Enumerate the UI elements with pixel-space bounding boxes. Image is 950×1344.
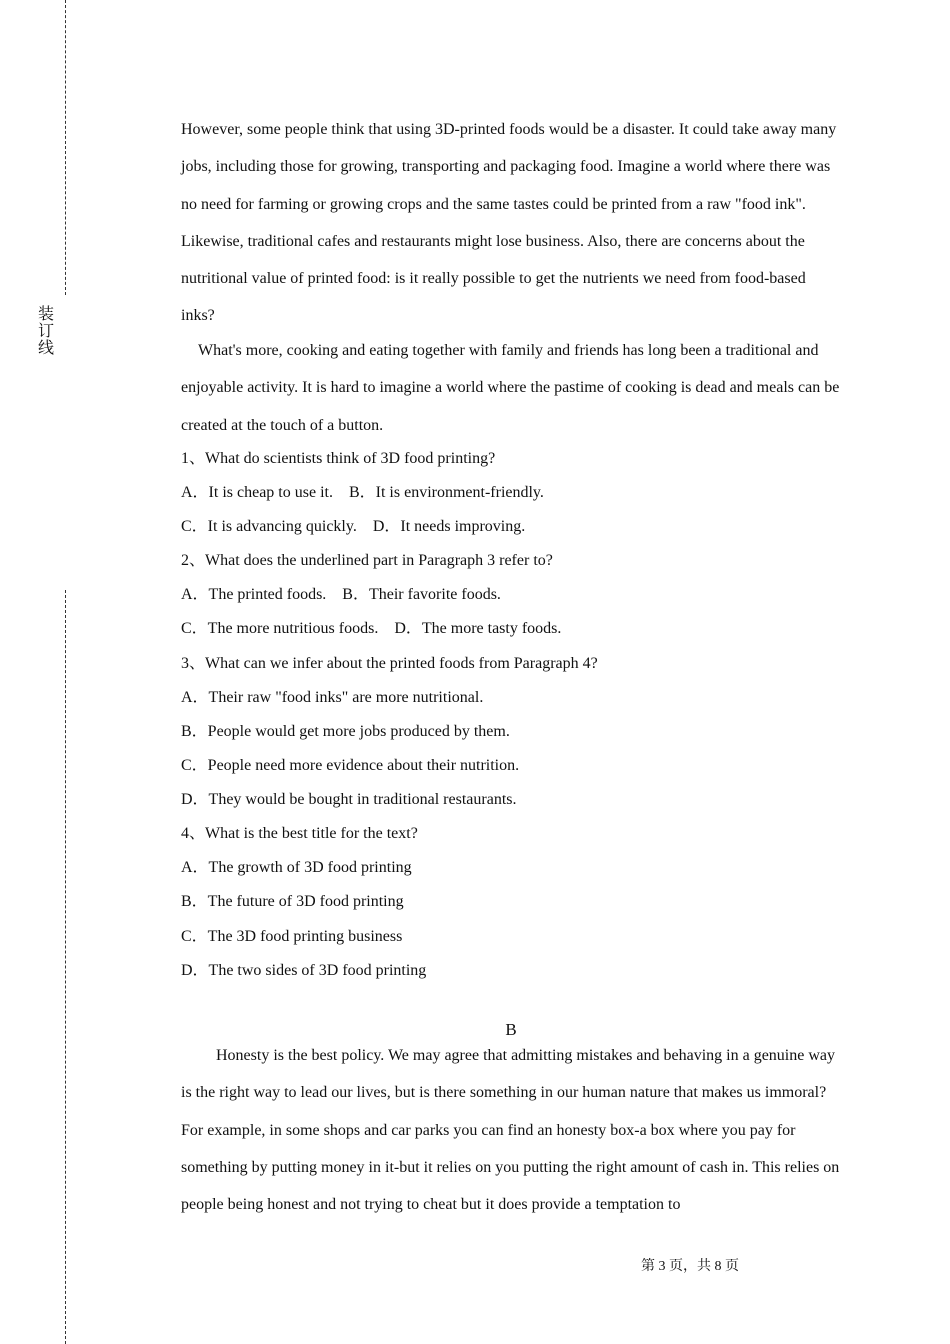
option-line[interactable]: B．The future of 3D food printing — [181, 893, 404, 910]
binding-char: 装 — [37, 306, 54, 323]
option-line[interactable]: C．The more nutritious foods. D．The more tasty foods. — [181, 620, 562, 637]
question-stem: 3、What can we infer about the printed foods from Paragraph 4? — [181, 655, 598, 672]
option-line[interactable]: A．Their raw "food inks" are more nutritional. — [181, 689, 484, 706]
passage-a-paragraph-last: What's more, cooking and eating together with family and friends has long been a traditional and enjoyable activity. It is hard to imagine a world where the pastime of cooking is dead and meals can be created at the touch of a button. — [181, 342, 840, 434]
binding-label — [37, 306, 55, 357]
option-line[interactable]: D．They would be bought in traditional restaurants. — [181, 791, 517, 808]
question-stem: 2、What does the underlined part in Paragraph 3 refer to? — [181, 552, 553, 569]
binding-char: 线 — [37, 340, 54, 357]
binding-char: 订 — [37, 323, 54, 340]
section-title-b: B — [505, 1020, 517, 1039]
option-line[interactable]: A．The growth of 3D food printing — [181, 859, 412, 876]
question-stem: 4、What is the best title for the text? — [181, 825, 418, 842]
binding-line-top — [65, 0, 66, 295]
option-line[interactable]: A．It is cheap to use it. B．It is environment-friendly. — [181, 484, 544, 501]
binding-line-bottom — [65, 590, 66, 1344]
option-line[interactable]: C．It is advancing quickly. D．It needs improving. — [181, 518, 526, 535]
option-line[interactable]: A．The printed foods. B．Their favorite foods. — [181, 586, 501, 603]
option-line[interactable]: C．People need more evidence about their nutrition. — [181, 757, 520, 774]
page-number: 第 3 页，共 8 页 — [641, 1259, 739, 1274]
option-line[interactable]: B．People would get more jobs produced by them. — [181, 723, 510, 740]
option-line[interactable]: D．The two sides of 3D food printing — [181, 962, 427, 979]
option-line[interactable]: C．The 3D food printing business — [181, 928, 403, 945]
passage-a-paragraph-continued: However, some people think that using 3D-printed foods would be a disaster. It could take away many jobs, including those for growing, transporting and packaging food. Imagine a world where there was no need for farming or growing crops and the same tastes could be printed from a raw "food ink". Likewise, traditional cafes and restaurants might lose business. Also, there are concerns about the nutritional value of printed food: is it really possible to get the nutrients we need from food-based inks? — [181, 121, 837, 325]
question-stem: 1、What do scientists think of 3D food printing? — [181, 450, 496, 467]
passage-b-paragraph: Honesty is the best policy. We may agree that admitting mistakes and behaving in a genuine way is the right way to lead our lives, but is there something in our human nature that makes us immoral? For example, in some shops and car parks you can find an honesty box-a box where you pay for something by putting money in it-but it relies on you putting the right amount of cash in. This relies on people being honest and not trying to cheat but it does provide a temptation to — [181, 1047, 840, 1214]
